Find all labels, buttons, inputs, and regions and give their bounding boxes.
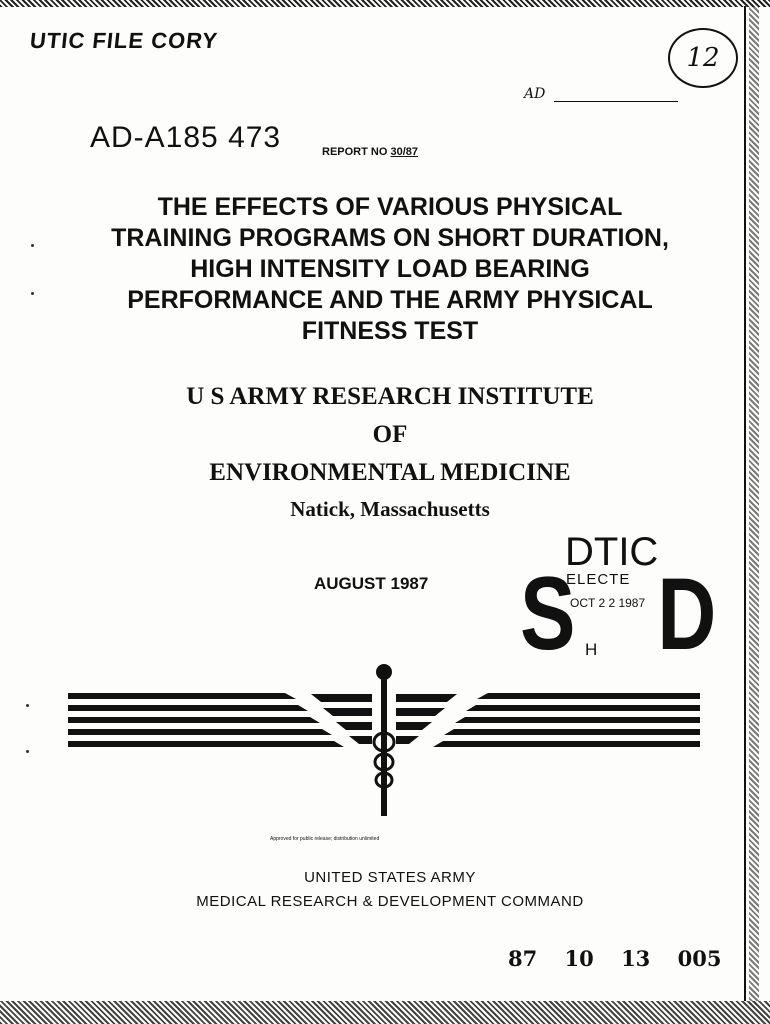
speck	[31, 244, 34, 247]
army-medical-emblem	[0, 650, 770, 830]
dtic-mark: H	[585, 640, 598, 659]
accession-number: AD-A185 473	[90, 121, 282, 154]
copy-number: 12	[686, 43, 720, 73]
dtic-date: OCT 2 2 1987	[570, 596, 646, 610]
right-border	[749, 0, 759, 1005]
report-number	[322, 146, 418, 158]
title-line: FITNESS TEST	[301, 317, 479, 345]
institute-line: ENVIRONMENTAL MEDICINE	[209, 459, 571, 486]
ad-label: AD	[524, 86, 546, 102]
bottom-border	[0, 1001, 770, 1024]
title-line: TRAINING PROGRAMS ON SHORT DURATION,	[111, 224, 669, 252]
copy-number-circle	[668, 28, 738, 88]
right-border-line	[744, 6, 746, 1001]
title-line: THE EFFECTS OF VARIOUS PHYSICAL	[157, 193, 623, 221]
institute-line: U S ARMY RESEARCH INSTITUTE	[186, 383, 594, 410]
dtic-status: ELECTE	[566, 571, 631, 588]
command-line: MEDICAL RESEARCH & DEVELOPMENT COMMAND	[196, 893, 584, 910]
ad-blank-line	[554, 101, 678, 102]
top-border	[0, 0, 770, 7]
report-title	[40, 192, 740, 347]
speck	[26, 750, 29, 753]
institute-name	[40, 378, 740, 492]
speck	[31, 292, 34, 295]
dtic-s-letter: S	[519, 556, 576, 672]
control-number: 87 10 13 005	[508, 946, 722, 971]
location: Natick, Massachusetts	[290, 497, 490, 521]
dtic-d-letter: D	[657, 557, 717, 671]
command-line: UNITED STATES ARMY	[304, 869, 476, 886]
issuing-command	[40, 866, 740, 914]
file-copy-stamp: UTIC FILE CORY	[28, 28, 220, 53]
approval-statement: Approved for public release; distribution unlimited	[270, 836, 380, 842]
report-number-value: 30/87	[390, 146, 418, 158]
dtic-label: DTIC	[565, 530, 659, 574]
title-line: PERFORMANCE AND THE ARMY PHYSICAL	[127, 286, 653, 314]
title-line: HIGH INTENSITY LOAD BEARING	[190, 255, 590, 283]
institute-line: OF	[372, 421, 408, 448]
report-label: REPORT NO	[322, 146, 388, 158]
report-date: AUGUST 1987	[314, 574, 429, 593]
speck	[26, 704, 29, 707]
